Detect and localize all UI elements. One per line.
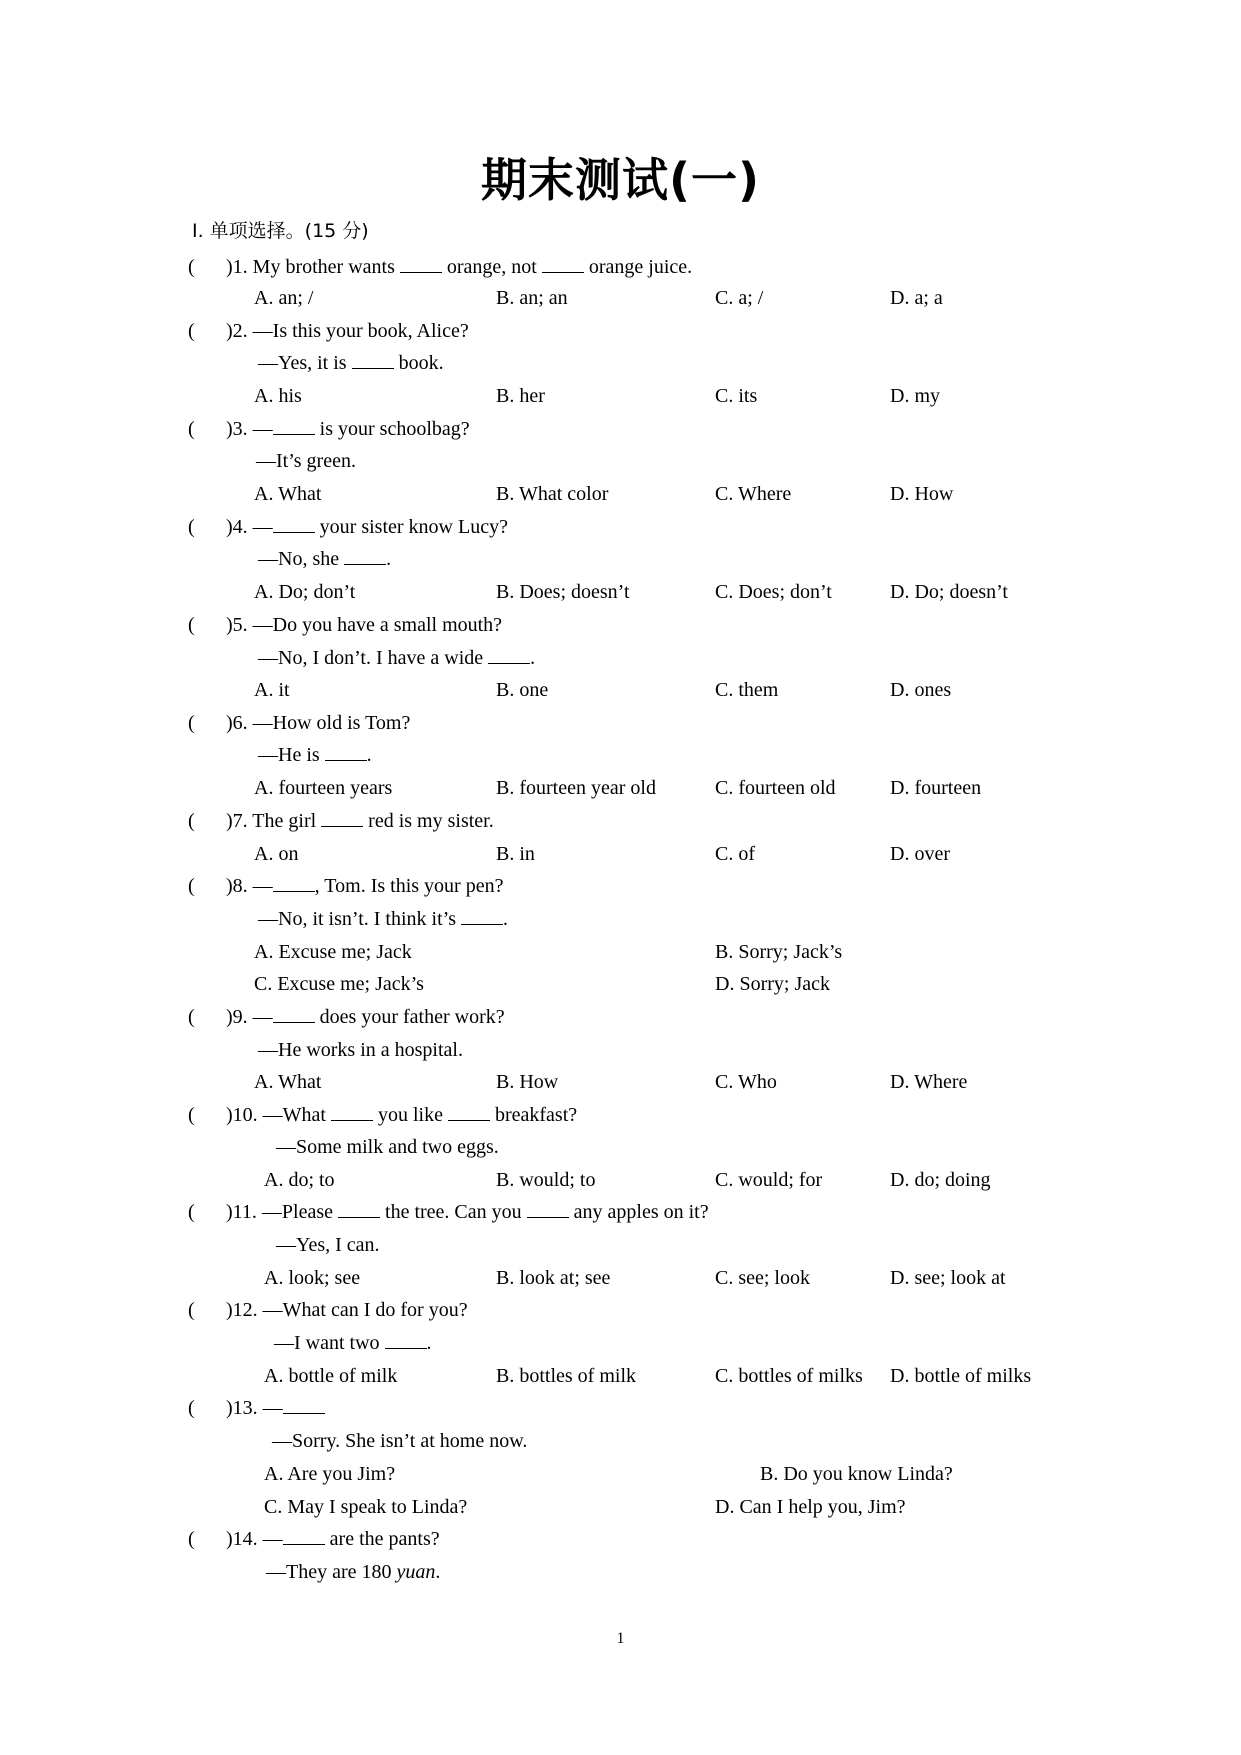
question-4-reply: —No, she .: [258, 548, 392, 570]
answer-paren: (: [188, 256, 195, 278]
option-d: D. my: [890, 385, 940, 407]
option-c: C. a; /: [715, 287, 764, 309]
blank: [448, 1104, 490, 1121]
option-c: C. Who: [715, 1071, 777, 1093]
question-4: )4. — your sister know Lucy?: [226, 516, 508, 538]
option-c: C. Excuse me; Jack’s: [254, 973, 424, 995]
question-6-reply: —He is .: [258, 744, 372, 766]
option-c: C. them: [715, 679, 779, 701]
question-1: )1. My brother wants orange, not orange juice.: [226, 256, 693, 278]
option-d: D. see; look at: [890, 1267, 1006, 1289]
blank: [542, 256, 584, 273]
answer-paren: (: [188, 614, 195, 636]
blank: [273, 418, 315, 435]
option-d: D. ones: [890, 679, 952, 701]
blank: [461, 908, 503, 925]
question-8-reply: —No, it isn’t. I think it’s .: [258, 908, 508, 930]
blank: [338, 1201, 380, 1218]
question-10: )10. —What you like breakfast?: [226, 1104, 578, 1126]
page-number: 1: [616, 1630, 625, 1647]
answer-paren: (: [188, 810, 195, 832]
blank: [331, 1104, 373, 1121]
question-9: )9. — does your father work?: [226, 1006, 505, 1028]
option-a: A. an; /: [254, 287, 314, 309]
question-3-reply: —It’s green.: [256, 450, 356, 472]
option-d: D. Where: [890, 1071, 968, 1093]
option-c: C. Where: [715, 483, 792, 505]
question-11-reply: —Yes, I can.: [276, 1234, 380, 1256]
question-13: )13. —: [226, 1395, 325, 1421]
question-13-reply: —Sorry. She isn’t at home now.: [272, 1430, 528, 1452]
question-11: )11. —Please the tree. Can you any apples on it?: [226, 1201, 709, 1223]
option-a: A. look; see: [264, 1267, 361, 1289]
option-a: A. on: [254, 843, 299, 865]
blank: [400, 256, 442, 273]
option-a: A. fourteen years: [254, 777, 393, 799]
question-6: )6. —How old is Tom?: [226, 712, 411, 734]
option-a: A. Excuse me; Jack: [254, 941, 412, 963]
answer-paren: (: [188, 1201, 195, 1223]
blank: [273, 875, 315, 892]
blank: [283, 1528, 325, 1545]
option-d: D. Sorry; Jack: [715, 973, 830, 995]
answer-paren: (: [188, 1397, 195, 1419]
option-c: C. of: [715, 843, 755, 865]
blank: [273, 1006, 315, 1023]
option-c: C. would; for: [715, 1169, 823, 1191]
blank: [527, 1201, 569, 1218]
option-c: C. see; look: [715, 1267, 810, 1289]
option-c: C. fourteen old: [715, 777, 836, 799]
blank: [321, 810, 363, 827]
option-a: A. Do; don’t: [254, 581, 356, 603]
blank: [352, 352, 394, 369]
question-9-reply: —He works in a hospital.: [258, 1039, 463, 1061]
question-5-reply: —No, I don’t. I have a wide .: [258, 647, 536, 669]
option-d: D. How: [890, 483, 954, 505]
option-d: D. a; a: [890, 287, 943, 309]
option-d: D. bottle of milks: [890, 1365, 1032, 1387]
question-7: )7. The girl red is my sister.: [226, 810, 494, 832]
option-b: B. Do you know Linda?: [760, 1463, 953, 1485]
answer-paren: (: [188, 1299, 195, 1321]
option-b: B. one: [496, 679, 549, 701]
answer-paren: (: [188, 712, 195, 734]
option-b: B. Does; doesn’t: [496, 581, 630, 603]
question-8: )8. — , Tom. Is this your pen?: [226, 875, 504, 897]
section-heading: Ⅰ. 单项选择。(15 分): [192, 220, 369, 242]
option-a: A. What: [254, 483, 322, 505]
blank: [283, 1397, 325, 1414]
option-b: B. Sorry; Jack’s: [715, 941, 843, 963]
option-a: A. it: [254, 679, 290, 701]
blank: [344, 548, 386, 565]
option-b: B. What color: [496, 483, 609, 505]
blank: [385, 1332, 427, 1349]
option-c: C. bottles of milks: [715, 1365, 863, 1387]
option-b: B. would; to: [496, 1169, 596, 1191]
option-d: D. Can I help you, Jim?: [715, 1496, 906, 1518]
question-5: )5. —Do you have a small mouth?: [226, 614, 503, 636]
option-a: A. Are you Jim?: [264, 1463, 396, 1485]
question-14: )14. — are the pants?: [226, 1528, 440, 1550]
option-b: B. bottles of milk: [496, 1365, 636, 1387]
question-10-reply: —Some milk and two eggs.: [276, 1136, 499, 1158]
question-12-reply: —I want two .: [274, 1332, 432, 1354]
option-b: B. fourteen year old: [496, 777, 656, 799]
option-a: A. his: [254, 385, 302, 407]
answer-paren: (: [188, 320, 195, 342]
option-a: A. bottle of milk: [264, 1365, 398, 1387]
question-2-reply: —Yes, it is book.: [258, 352, 444, 374]
answer-paren: (: [188, 1104, 195, 1126]
answer-paren: (: [188, 875, 195, 897]
page-title: 期末测试(一): [480, 153, 761, 207]
question-2: )2. —Is this your book, Alice?: [226, 320, 469, 342]
option-b: B. an; an: [496, 287, 568, 309]
option-b: B. in: [496, 843, 535, 865]
blank: [273, 516, 315, 533]
option-b: B. How: [496, 1071, 559, 1093]
answer-paren: (: [188, 418, 195, 440]
option-c: C. May I speak to Linda?: [264, 1496, 468, 1518]
option-d: D. Do; doesn’t: [890, 581, 1008, 603]
answer-paren: (: [188, 1528, 195, 1550]
answer-paren: (: [188, 516, 195, 538]
option-c: C. its: [715, 385, 758, 407]
answer-paren: (: [188, 1006, 195, 1028]
option-d: D. do; doing: [890, 1169, 991, 1191]
option-d: D. over: [890, 843, 950, 865]
option-d: D. fourteen: [890, 777, 982, 799]
option-a: A. What: [254, 1071, 322, 1093]
option-a: A. do; to: [264, 1169, 335, 1191]
question-12: )12. —What can I do for you?: [226, 1299, 468, 1321]
question-3: )3. — is your schoolbag?: [226, 418, 470, 440]
option-b: B. her: [496, 385, 545, 407]
blank: [325, 744, 367, 761]
blank: [488, 647, 530, 664]
option-b: B. look at; see: [496, 1267, 611, 1289]
option-c: C. Does; don’t: [715, 581, 832, 603]
question-14-reply: —They are 180 yuan.: [266, 1561, 441, 1583]
